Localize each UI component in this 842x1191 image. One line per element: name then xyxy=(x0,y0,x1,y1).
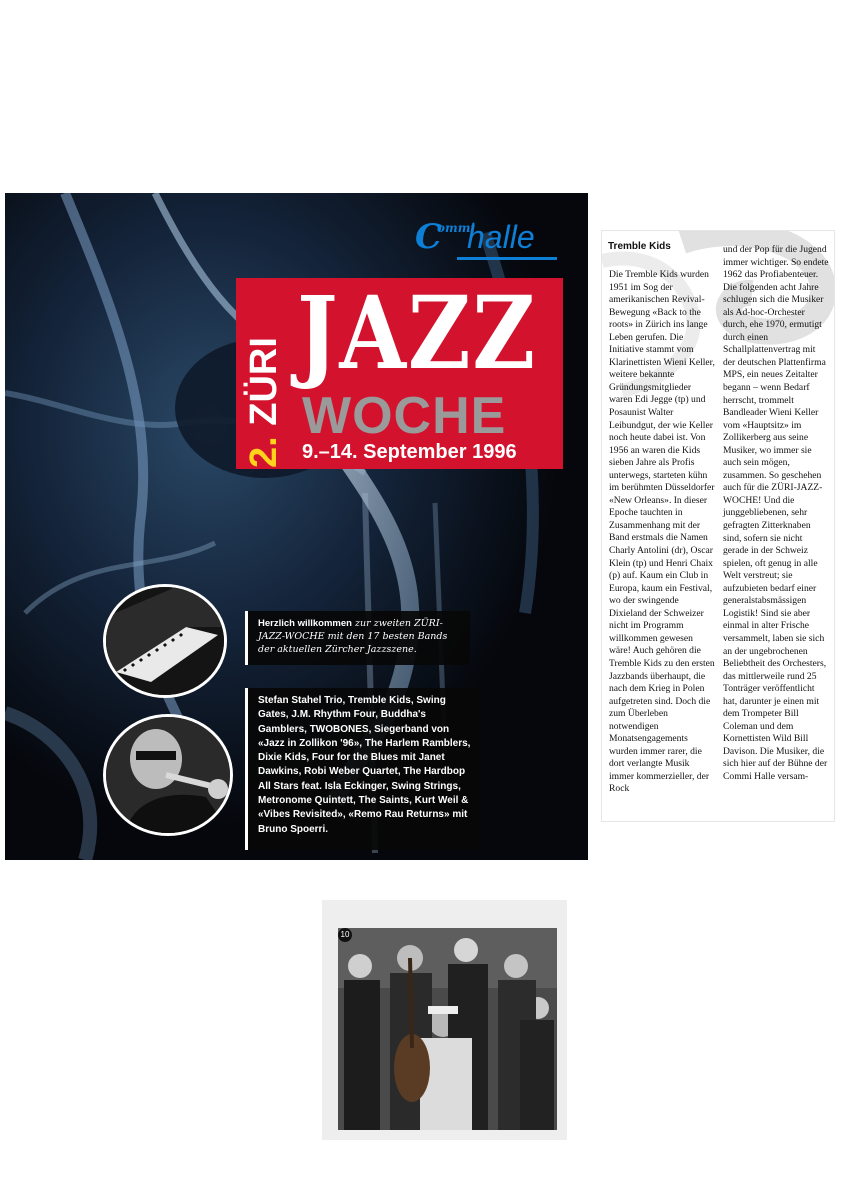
piano-photo xyxy=(103,584,227,698)
logo-commi-text: ommi xyxy=(437,221,475,235)
photo-number-badge: 10 xyxy=(338,928,352,942)
commihalle-logo xyxy=(415,217,560,261)
poster xyxy=(5,193,588,860)
logo-underline xyxy=(457,257,557,260)
event-dates: 9.–14. September 1996 xyxy=(302,441,517,463)
edition-vertical-label xyxy=(243,288,285,468)
title-jazz: JAZZ xyxy=(297,274,537,392)
tremble-kids-article xyxy=(601,230,835,822)
edition-text xyxy=(243,288,285,468)
band-photo-image xyxy=(338,928,557,1130)
article-column-1: Die Tremble Kids wurden 1951 im Sog der amerikanischen Revival-Bewegung «Back to the roots» in Zürich ins lange Leben gerufen. Die Initiative stammt vom Klarinettisten Wieni Keller, weitere bekannte Gründungsmitglieder waren Edi Jegge (tp) und Posaunist Walter Leibundgut, der wie Keller noch heute dabei ist. Von 1956 an waren die Kids sieben Jahre als Profis unterwegs, starteten kühn im berühmten Düsseldorfer «New Orleans». In dieser Epoche tauchten in Zusammenhang mit der Band erstmals die Namen Charly Antolini (dr), Oscar Klein (tp) und Henri Chaix (p) auf. Kaum ein Club in Europa, kaum ein Festival, wo der swingende Dixieland der Schweizer nicht im Programm willkommen gewesen wäre! Auch gehören die Tremble Kids zu den ersten Jazzbands überhaupt, die nach dem Krieg in Polen aufgetreten sind. Doch die zum Überleben notwendigen Monatsengagements wurden immer rarer, die dort verlangte Musik immer kommerzieller, der Rock xyxy=(609,269,715,795)
welcome-heading: Herzlich willkommen xyxy=(258,618,352,629)
logo-halle-text: halle xyxy=(467,219,535,255)
welcome-text xyxy=(248,611,470,656)
article-column-2: und der Pop für die Jugend immer wichtiger. So endete 1962 das Profiabenteuer. Die folgenden acht Jahre schlugen sich die Musiker als Ad-hoc-Orchester durch, ehe 1970, ermutigt durch einen Schallplattenvertrag mit der deutschen Plattenfirma MPS, ein neues Zeitalter begann – wenn Bedarf herrscht, trommelt Bandleader Wieni Keller vom «Hauptsitz» im Zollikerberg aus seine Musiker, wo immer sie auch sein mögen, zusammen. So geschehen auch für die ZÜRI-JAZZ-WOCHE! Und die junggebliebenen, sehr gefragten Zitterknaben sind, sofern sie nicht gerade in der Schweiz spielen, oft genug in alle Welt verstreut; sie aufzubieten bedarf einer generalstabsmässigen Logistik! Sind sie aber einmal in alter Frische versammelt, laben sie sich an der ungebrochenen Beliebtheit des Orchesters, das mittlerweile rund 25 Tonträger veröffentlicht hat, darunter je einen mit dem Trompeter Bill Coleman und dem Kornettisten Wild Bill Davison. Die Musiker, die sich hier auf der Bühne der Commi Halle versam- xyxy=(723,244,829,782)
band-list: Stefan Stahel Trio, Tremble Kids, Swing Gates, J.M. Rhythm Four, Buddha's Gamblers, TWOBONES, Siegerband von «Jazz in Zollikon '96», The Harlem Ramblers, Dixie Kids, Four for the Blues mit Janet Dawkins, Robi Weber Quartet, The Hardbop All Stars feat. Isla Eckinger, Swing Strings, Metronome Quintett, The Saints, Kurt Weil & «Vibes Revisited», «Remo Rau Returns» mit Bruno Spoerri. xyxy=(258,695,471,835)
article-title: Tremble Kids xyxy=(608,241,671,252)
welcome-box xyxy=(245,611,470,665)
title-woche: WOCHE xyxy=(302,387,507,445)
trumpeter-photo xyxy=(103,714,233,836)
band-photo xyxy=(338,928,557,1130)
logo-letter-c: C xyxy=(415,217,443,257)
piano-keys-image xyxy=(106,587,224,695)
edition-number: 2. xyxy=(243,436,285,468)
bands-box xyxy=(245,688,481,850)
trumpeter-image xyxy=(106,717,230,833)
welcome-body: zur zweiten ZÜRI-JAZZ-WOCHE mit den 17 besten Bands der aktuellen Zürcher Jazzszene. xyxy=(258,618,448,655)
edition-word: ZÜRI xyxy=(243,337,285,437)
